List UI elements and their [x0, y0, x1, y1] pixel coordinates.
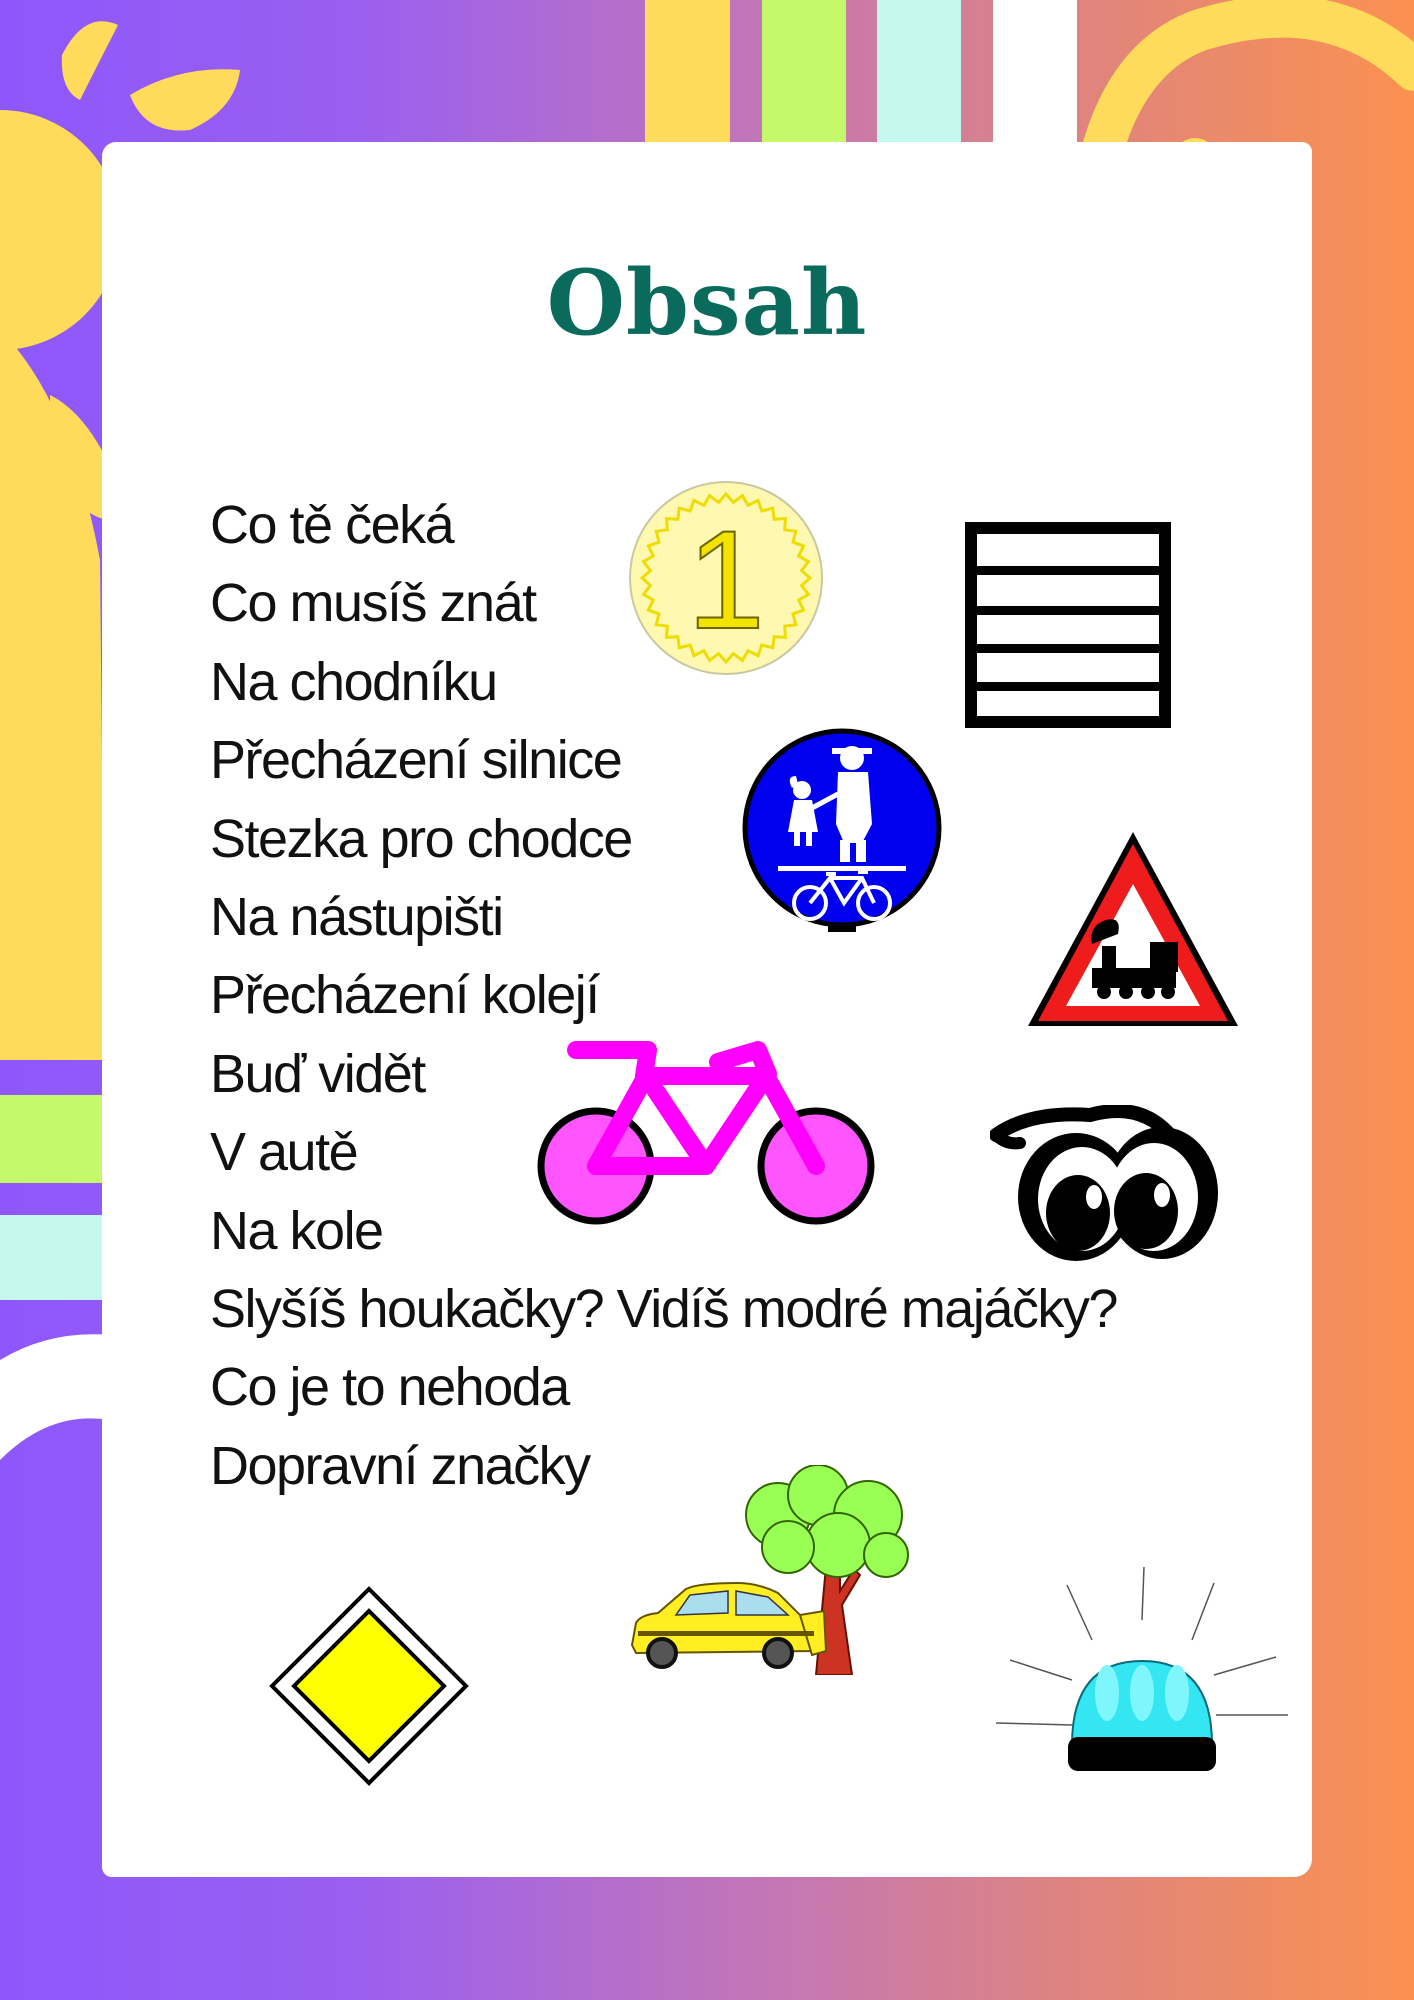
bicycle-icon [536, 1036, 878, 1228]
blue-beacon-icon [992, 1565, 1292, 1775]
toc-item[interactable]: Buď vidět [210, 1043, 425, 1104]
left-stripe-cyan [0, 1215, 110, 1300]
railway-crossing-sign-icon [1022, 826, 1244, 1030]
badge-number: 1 [687, 501, 765, 658]
toc-item[interactable]: Přecházení silnice [210, 730, 622, 791]
crosswalk-sign-icon [965, 522, 1171, 728]
toc-item[interactable]: Na kole [210, 1200, 383, 1261]
toc-item[interactable]: Na nástupišti [210, 887, 503, 948]
toc-item[interactable]: Přecházení kolejí [210, 965, 599, 1026]
top-stripe-green [762, 0, 846, 150]
toc-item[interactable]: Na chodníku [210, 651, 497, 712]
toc-item[interactable]: Dopravní značky [210, 1435, 590, 1496]
toc-item[interactable]: Co je to nehoda [210, 1357, 569, 1418]
toc-item[interactable]: Slyšíš houkačky? Vidíš modré majáčky? [210, 1279, 1117, 1340]
toc-item[interactable]: Stezka pro chodce [210, 808, 632, 869]
toc-item[interactable]: Co musíš znát [210, 573, 536, 634]
toc-item[interactable]: Co tě čeká [210, 495, 454, 555]
top-stripe-cyan [877, 0, 961, 150]
pedestrian-bicycle-path-sign-icon [740, 728, 944, 934]
page-title: Obsah [546, 250, 868, 356]
number-one-badge-icon [628, 480, 824, 676]
top-stripe-yellow [645, 0, 730, 150]
left-stripe-green [0, 1095, 110, 1183]
priority-road-sign-icon [268, 1585, 470, 1787]
left-white-wave [0, 1334, 110, 1460]
eyes-icon [990, 1105, 1224, 1267]
car-accident-icon [628, 1465, 928, 1675]
top-stripe-white [993, 0, 1077, 150]
toc-item[interactable]: V autě [210, 1122, 358, 1183]
